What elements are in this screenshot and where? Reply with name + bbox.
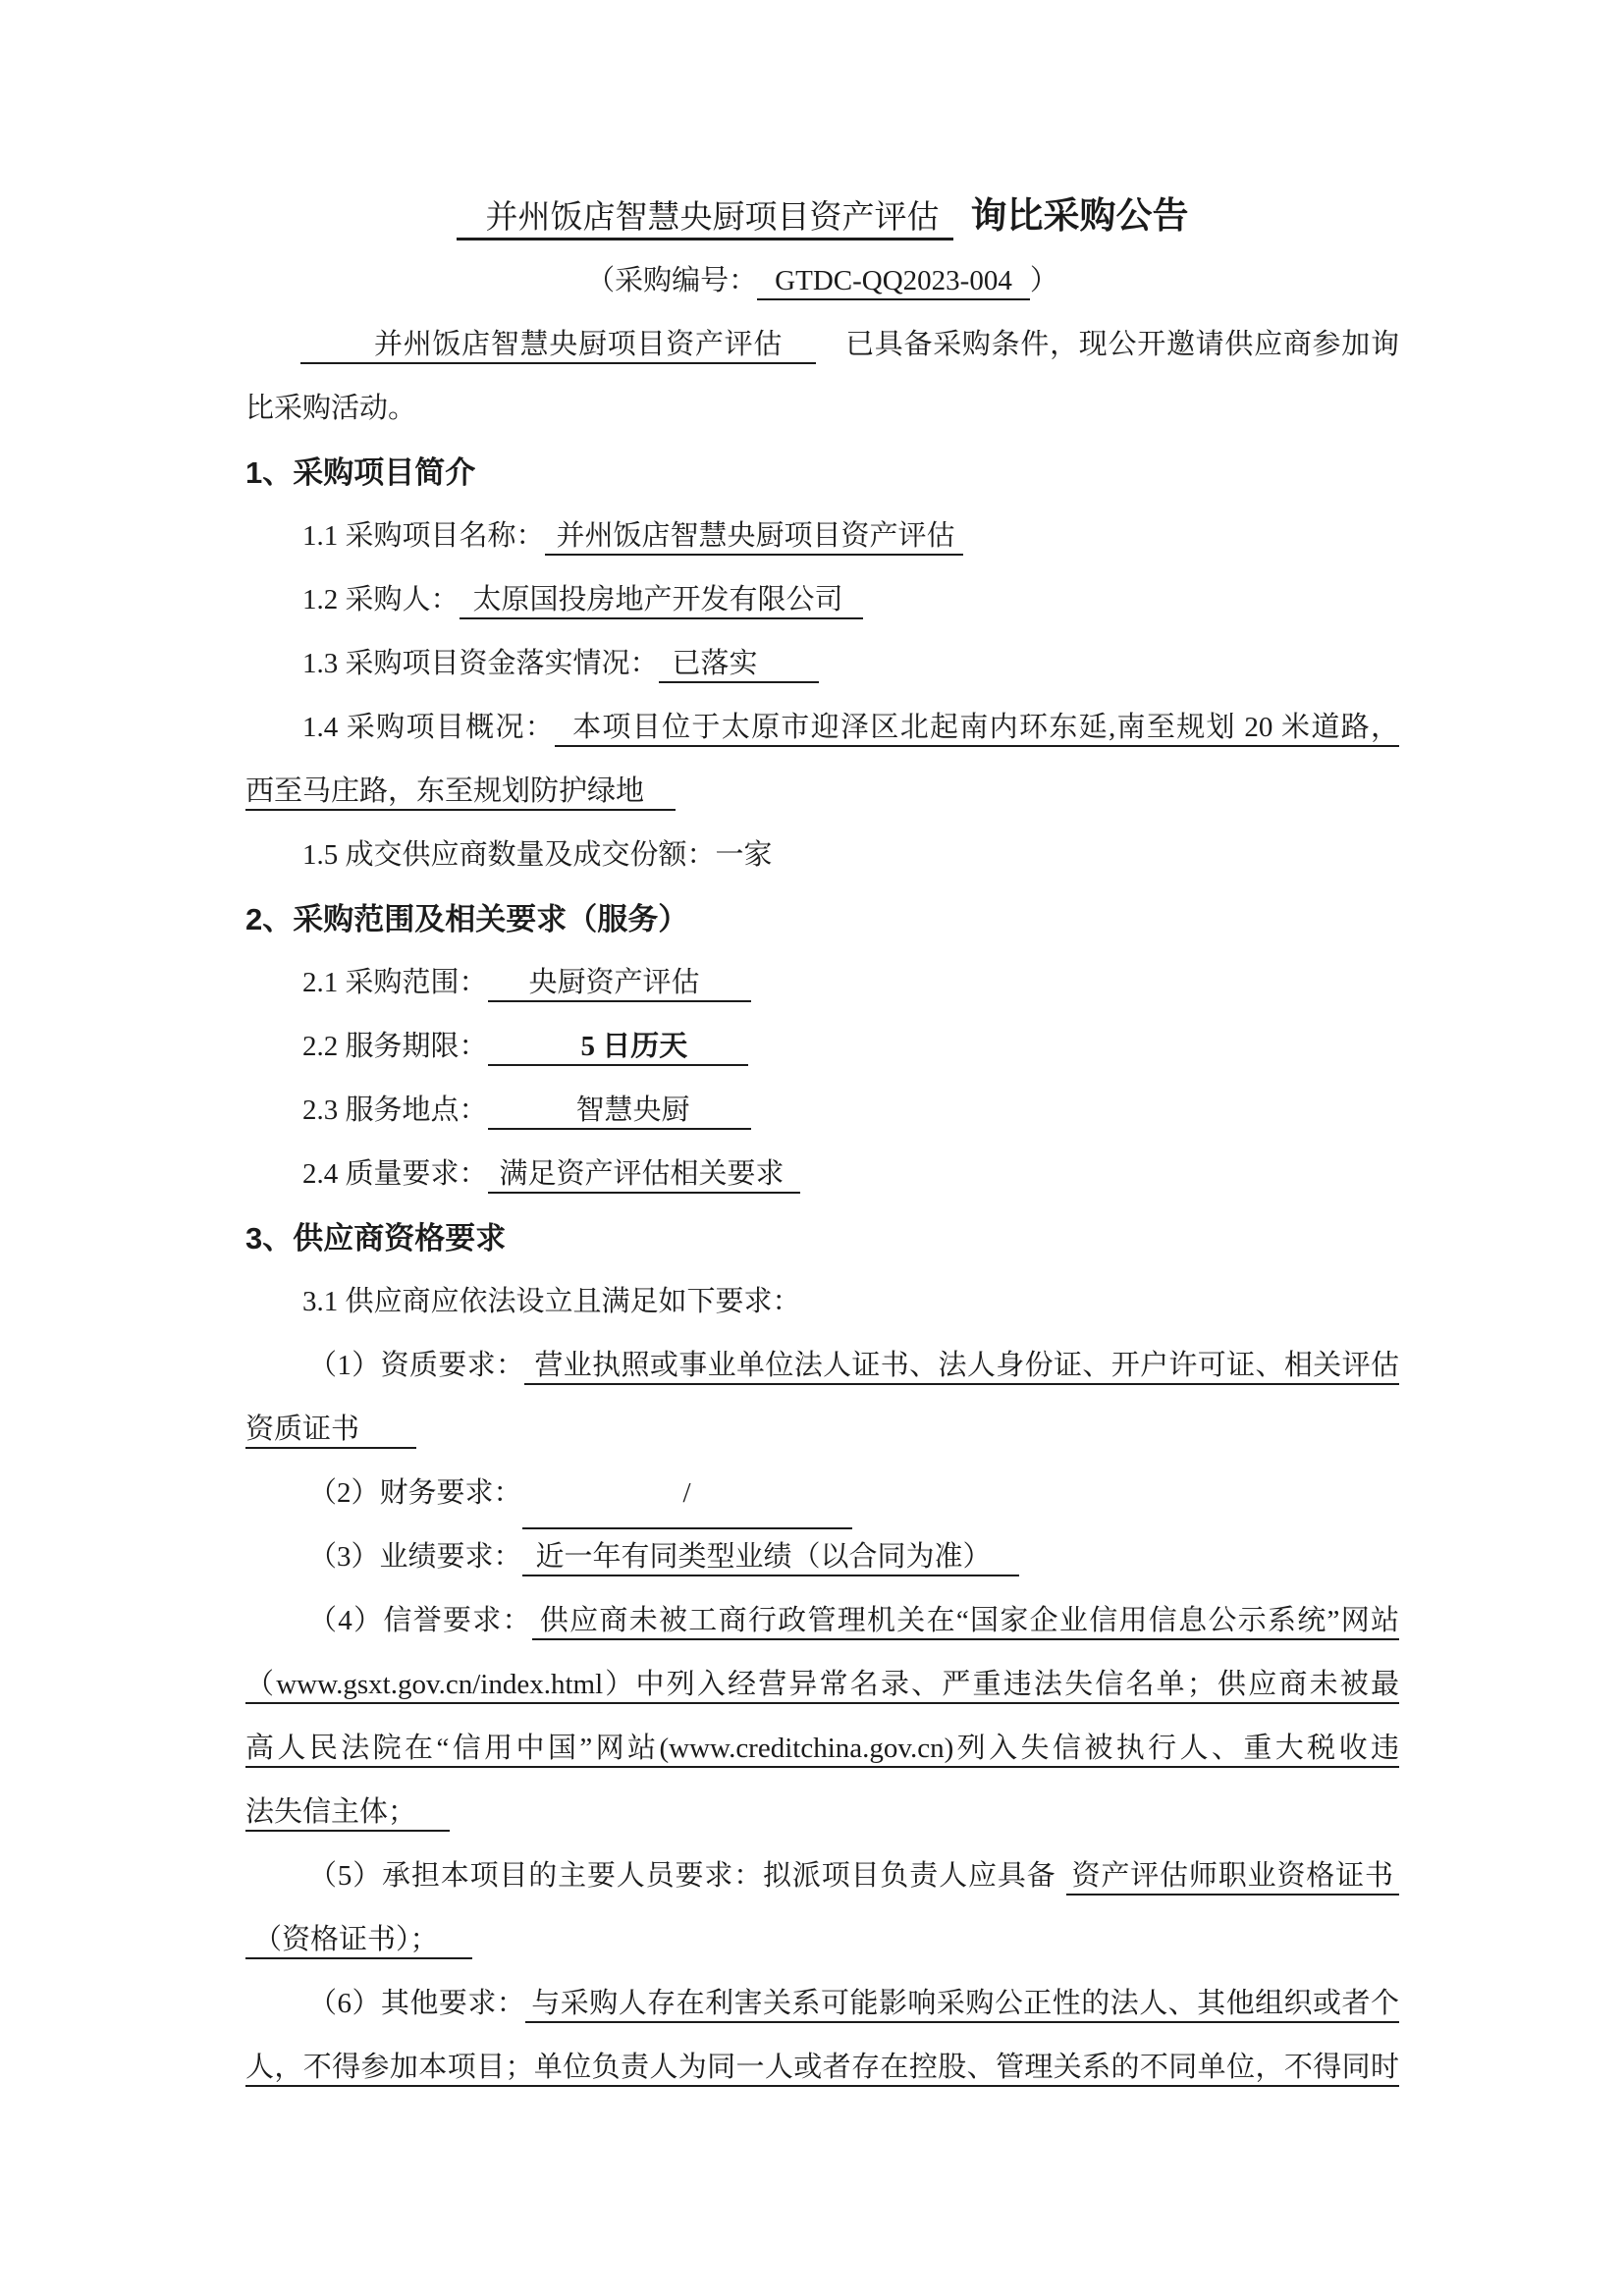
intro-project-name: 并州饭店智慧央厨项目资产评估 — [300, 329, 816, 364]
requirement-4-label: （4）信誉要求： — [308, 1605, 532, 1636]
item-1-4 — [245, 696, 1399, 760]
intro-paragraph-line2: 比采购活动。 — [245, 393, 417, 424]
item-3-1: 3.1 供应商应依法设立且满足如下要求： — [302, 1286, 801, 1317]
section-3-heading: 3、供应商资格要求 — [245, 1221, 507, 1255]
requirement-5-label: （5）承担本项目的主要人员要求：拟派项目负责人应具备 — [308, 1860, 1056, 1892]
item-2-3-label: 2.3 服务地点： — [302, 1095, 488, 1126]
code-open-paren: （采购编号： — [586, 265, 758, 296]
item-2-1 — [245, 951, 1399, 1015]
item-1-5 — [245, 824, 1399, 887]
requirement-5 — [245, 1844, 1399, 1908]
procurement-code-line — [245, 249, 1399, 313]
title-project-name: 并州饭店智慧央厨项目资产评估 — [457, 200, 953, 240]
requirement-4-continued-3 — [245, 1781, 1399, 1844]
requirement-4-continued-1 — [245, 1653, 1399, 1717]
item-1-3-label: 1.3 采购项目资金落实情况： — [302, 648, 659, 679]
item-1-5-value: 一家 — [715, 839, 773, 871]
item-1-1 — [245, 505, 1399, 568]
item-1-4-label: 1.4 采购项目概况： — [302, 712, 556, 743]
requirement-1-continued — [245, 1398, 1399, 1462]
item-1-2-value: 太原国投房地产开发有限公司 — [460, 584, 863, 619]
requirement-4-continued-2 — [245, 1717, 1399, 1781]
section-1-heading: 1、采购项目简介 — [245, 455, 476, 490]
requirement-5-value-line1: 资产评估师职业资格证书 — [1066, 1860, 1399, 1896]
item-1-4-continued — [245, 760, 1399, 824]
requirement-4-value-line1: 供应商未被工商行政管理机关在“国家企业信用信息公示系统”网站 — [532, 1605, 1399, 1640]
requirement-3-label: （3）业绩要求： — [308, 1541, 522, 1573]
requirement-4-value-line4: 法失信主体； — [245, 1796, 450, 1832]
item-2-4-value: 满足资产评估相关要求 — [488, 1158, 800, 1194]
requirement-1 — [245, 1334, 1399, 1398]
requirement-1-value-line1: 营业执照或事业单位法人证书、法人身份证、开户许可证、相关评估 — [524, 1350, 1399, 1385]
item-1-2-label: 1.2 采购人： — [302, 584, 460, 615]
intro-paragraph-line1 — [245, 313, 1399, 377]
item-1-1-label: 1.1 采购项目名称： — [302, 520, 545, 552]
item-1-5-label: 1.5 成交供应商数量及成交份额： — [302, 839, 716, 871]
item-1-4-value-line1: 本项目位于太原市迎泽区北起南内环东延,南至规划 20 米道路， — [555, 712, 1399, 747]
code-close-paren: ） — [1029, 265, 1058, 296]
requirement-3 — [245, 1525, 1399, 1589]
intro-text: 已具备采购条件，现公开邀请供应商参加询 — [845, 329, 1399, 360]
item-2-2 — [245, 1015, 1399, 1079]
requirement-4-value-line3: 高人民法院在“信用中国”网站(www.creditchina.gov.cn)列入失信被执行人、重大税收违 — [245, 1733, 1399, 1768]
requirement-3-value: 近一年有同类型业绩（以合同为准） — [522, 1541, 1019, 1576]
item-2-2-value: 5 日历天 — [488, 1031, 749, 1066]
section-2-heading: 2、采购范围及相关要求（服务） — [245, 902, 689, 936]
document-title — [245, 183, 1399, 249]
item-1-1-value: 并州饭店智慧央厨项目资产评估 — [545, 520, 963, 556]
requirement-6-value-line1: 与采购人存在利害关系可能影响采购公正性的法人、其他组织或者个 — [525, 1988, 1399, 2023]
requirement-2-label: （2）财务要求： — [308, 1477, 522, 1509]
item-1-3 — [245, 632, 1399, 696]
requirement-1-label: （1）资质要求： — [308, 1350, 525, 1381]
requirement-5-continued — [245, 1908, 1399, 1972]
item-2-1-value: 央厨资产评估 — [488, 967, 751, 1002]
requirement-1-value-line2: 资质证书 — [245, 1414, 416, 1449]
item-2-1-label: 2.1 采购范围： — [302, 967, 488, 998]
requirement-6-label: （6）其他要求： — [308, 1988, 526, 2019]
procurement-code-value: GTDC-QQ2023-004 — [757, 265, 1030, 300]
requirement-6 — [245, 1972, 1399, 2036]
item-2-4 — [245, 1143, 1399, 1206]
requirement-6-continued — [245, 2036, 1399, 2100]
requirement-4 — [245, 1589, 1399, 1653]
item-1-4-value-line2: 西至马庄路，东至规划防护绿地 — [245, 775, 676, 811]
item-1-3-value: 已落实 — [659, 648, 819, 683]
item-1-2 — [245, 568, 1399, 632]
item-2-4-label: 2.4 质量要求： — [302, 1158, 488, 1190]
item-2-3-value: 智慧央厨 — [488, 1095, 751, 1130]
requirement-2 — [245, 1462, 1399, 1525]
item-2-3 — [245, 1079, 1399, 1143]
item-2-2-label: 2.2 服务期限： — [302, 1031, 488, 1062]
requirement-5-value-line2: （资格证书）； — [245, 1924, 472, 1959]
title-suffix: 询比采购公告 — [970, 195, 1189, 236]
requirement-4-value-line2: （www.gsxt.gov.cn/index.html）中列入经营异常名录、严重违法失信名单；供应商未被最 — [245, 1669, 1399, 1704]
requirement-6-value-line2: 人，不得参加本项目；单位负责人为同一人或者存在控股、管理关系的不同单位，不得同时 — [245, 2052, 1399, 2087]
requirement-2-value: / — [522, 1462, 852, 1529]
